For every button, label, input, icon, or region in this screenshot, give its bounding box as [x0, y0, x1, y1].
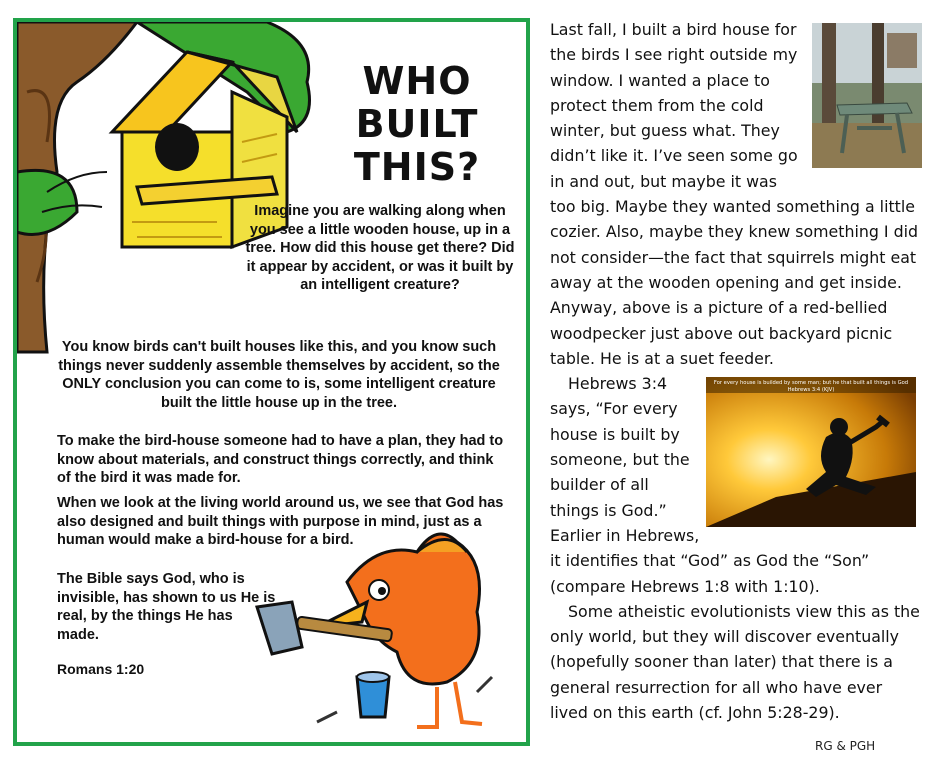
signature: RG & PGH [815, 739, 876, 753]
poster-title [327, 60, 507, 189]
article-paragraph-1: Last fall, I built a bird house for the birds I see right outside my window. I wanted a place to protect them from the cold winter, but guess what. They didn’t like it. I’ve seen some go in and out, but maybe it was too big. Maybe they wanted something a little cozier. Also, maybe they knew something I did not consider—the fact that squirrels might eat away at the wooden opening and get inside. Anyway, above is a picture of a red-bellied woodpecker just above out backyard picnic table. He is at a suet feeder. [550, 20, 919, 368]
photo-caption-line-2: Hebrews 3:4 (KJV) [787, 387, 835, 394]
picnic-table-photo [812, 23, 922, 168]
poster-paragraph-1: Imagine you are walking along when you see a little wooden house, up in a tree. How did this house get there? Did it appear by accident, or was it built by an intelligent creature? [245, 203, 515, 293]
title-line-who: WHO [362, 59, 472, 103]
poster-paragraph-5: The Bible says God, who is invisible, has shown to us He is real, by the things He has made. [57, 571, 276, 643]
poster-reference: Romans 1:20 [57, 661, 145, 677]
poster-paragraph-4: When we look at the living world around us, we see that God has also designed and built things with purpose in mind, just as a human would make a bird-house for a bird. [57, 495, 504, 548]
poster-paragraph-2: You know birds can't built houses like this, and you know such things never suddenly assemble themselves by accident, so the ONLY conclusion you can come to is, some intelligent creature built the little house up in the tree. [58, 339, 500, 411]
poster-paragraph-3: To make the bird-house someone had to have a plan, they had to know about materials, and construct things correctly, and think of the bird it was made for. [57, 433, 504, 486]
builder-sunset-photo [706, 377, 916, 527]
title-line-built: BUILT [355, 102, 479, 146]
article-paragraph-3: Some atheistic evolutionists view this as the only world, but they will discover eventually (hopefully sooner than later) that there is a general resurrection for all who have ever lived on this earth (cf. John 5:28-29). [550, 601, 920, 723]
bird-with-hammer [257, 534, 492, 727]
poster-panel [13, 18, 530, 746]
title-line-this: THIS? [353, 145, 481, 189]
photo-caption-line-1: For every house is builded by some man; but he that built all things is God [713, 380, 909, 387]
article-column [550, 17, 922, 725]
article-paragraph-2: Hebrews 3:4 says, “For every house is built by someone, but the builder of all things is God.” Earlier in Hebrews, it identifies that “God” as God the “Son” (compare Hebrews 1:8 with 1:10). [550, 374, 870, 596]
